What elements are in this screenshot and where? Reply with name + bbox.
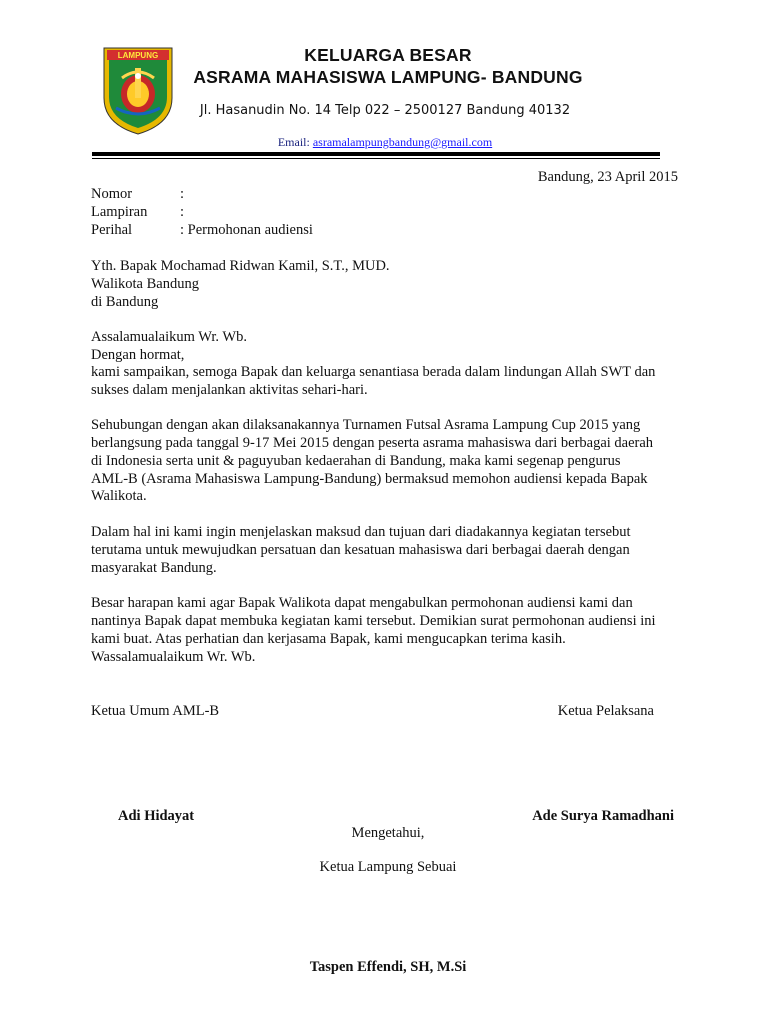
- acknowledge-label: Mengetahui,: [351, 825, 425, 841]
- email-label: Email:: [277, 135, 310, 149]
- recipient-line1: Yth. Bapak Mochamad Ridwan Kamil, S.T., MUD.: [91, 258, 390, 274]
- meta-value-perihal: : Permohonan audiensi: [180, 222, 313, 238]
- signature-center-title: Ketua Lampung Sebuai: [319, 859, 457, 875]
- meta-label-nomor: Nomor: [91, 186, 133, 202]
- recipient-line2: Walikota Bandung: [91, 276, 199, 292]
- paragraph-2-line1: Sehubungan dengan akan dilaksanakannya Turnamen Futsal Asrama Lampung Cup 2015 yang: [91, 417, 641, 433]
- paragraph-3-line1: Dalam hal ini kami ingin menjelaskan maksud dan tujuan dari diadakannya kegiatan tersebut: [91, 524, 631, 540]
- paragraph-1-line1: kami sampaikan, semoga Bapak dan keluarga senantiasa berada dalam lindungan Allah SWT dan: [91, 364, 656, 380]
- meta-value-lampiran: :: [180, 204, 185, 220]
- letterhead-email-line: [190, 135, 580, 150]
- paragraph-4-line1: Besar harapan kami agar Bapak Walikota dapat mengabulkan permohonan audiensi kami dan: [91, 595, 633, 611]
- letterhead-title-line1: KELUARGA BESAR: [304, 45, 472, 65]
- paragraph-2-line4: AML-B (Asrama Mahasiswa Lampung-Bandung) bermaksud memohon audiensi kepada Bapak: [91, 471, 648, 487]
- letter-date: Bandung, 23 April 2015: [537, 169, 678, 185]
- greeting-hormat: Dengan hormat,: [91, 347, 185, 363]
- meta-row-perihal: [91, 221, 313, 239]
- signature-right-title: Ketua Pelaksana: [557, 703, 654, 719]
- paragraph-4-line3: kami buat. Atas perhatian dan kerjasama Bapak, kami mengucapkan terima kasih.: [91, 631, 566, 647]
- paragraph-4-line2: nantinya Bapak dapat membuka kegiatan kami tersebut. Demikian surat permohonan audiensi ini: [91, 613, 656, 629]
- paragraph-3-line3: masyarakat Bandung.: [91, 560, 217, 576]
- paragraph-2-line3: di Indonesia serta unit & paguyuban kedaerahan di Bandung, maka kami segenap pengurus: [91, 453, 621, 469]
- signature-right-name: Ade Surya Ramadhani: [532, 808, 674, 824]
- meta-row-lampiran: [91, 203, 184, 221]
- meta-label-perihal: Perihal: [91, 222, 133, 238]
- paragraph-1-line2: sukses dalam menjalankan aktivitas sehari-hari.: [91, 382, 368, 398]
- email-link[interactable]: asramalampungbandung@gmail.com: [312, 135, 493, 149]
- signature-left-title: Ketua Umum AML-B: [91, 703, 220, 719]
- meta-label-lampiran: Lampiran: [91, 204, 148, 220]
- meta-row-nomor: [91, 185, 184, 203]
- paragraph-3-line2: terutama untuk mewujudkan persatuan dan kesatuan mahasiswa dari berbagai daerah dengan: [91, 542, 630, 558]
- signature-center-name: Taspen Effendi, SH, M.Si: [309, 959, 467, 975]
- logo-text: LAMPUNG: [117, 51, 159, 60]
- letterhead-divider-thick: [92, 152, 660, 156]
- closing-salam: Wassalamualaikum Wr. Wb.: [91, 649, 256, 665]
- letterhead-title-line2: ASRAMA MAHASISWA LAMPUNG- BANDUNG: [193, 67, 583, 87]
- greeting-salam: Assalamualaikum Wr. Wb.: [91, 329, 247, 345]
- lampung-emblem-logo: [102, 46, 174, 136]
- recipient-line3: di Bandung: [91, 294, 159, 310]
- signature-left-name: Adi Hidayat: [118, 808, 195, 824]
- letterhead-address: Jl. Hasanudin No. 14 Telp 022 – 2500127 Bandung 40132: [199, 103, 571, 118]
- paragraph-2-line2: berlangsung pada tanggal 9-17 Mei 2015 dengan peserta asrama mahasiswa dari berbagai daerah: [91, 435, 654, 451]
- meta-value-nomor: :: [180, 186, 185, 202]
- letterhead-divider-thin: [92, 158, 660, 159]
- paragraph-2-line5: Walikota.: [91, 488, 147, 504]
